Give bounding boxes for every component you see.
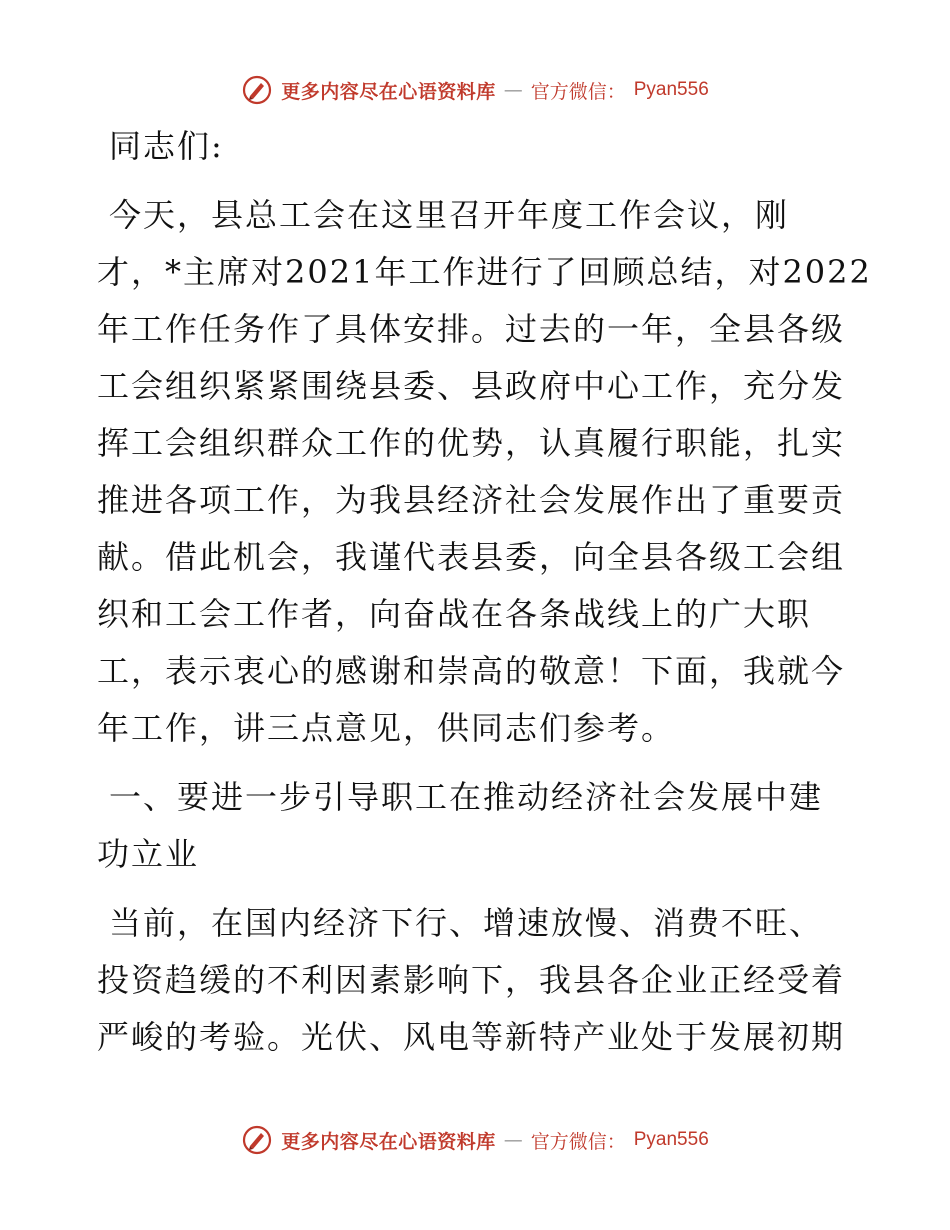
paragraph-line: 才，*主席对2021年工作进行了回顾总结，对2022 bbox=[97, 253, 872, 291]
paragraph-line: 年工作，讲三点意见，供同志们参考。 bbox=[97, 709, 676, 747]
paragraph-line: 年工作任务作了具体安排。过去的一年，全县各级 bbox=[97, 310, 846, 348]
paragraph-line: 献。借此机会，我谨代表县委，向全县各级工会组 bbox=[97, 538, 846, 576]
watermark-wechat-id: Pyan556 bbox=[633, 1129, 709, 1150]
watermark-main-text: 更多内容尽在心语资料库 bbox=[281, 80, 496, 103]
pen-logo-icon bbox=[241, 1124, 273, 1156]
paragraph-line: 投资趋缓的不利因素影响下，我县各企业正经受着 bbox=[97, 961, 846, 999]
watermark-sub-text: 官方微信： bbox=[530, 80, 626, 103]
watermark-header bbox=[0, 70, 950, 110]
salutation bbox=[97, 118, 857, 175]
paragraph-line: 严峻的考验。光伏、风电等新特产业处于发展初期 bbox=[97, 1018, 846, 1056]
watermark-footer bbox=[0, 1120, 950, 1160]
paragraph-line: 织和工会工作者，向奋战在各条战线上的广大职 bbox=[97, 595, 812, 633]
paragraph-line: 当前，在国内经济下行、增速放慢、消费不旺、 bbox=[109, 904, 824, 942]
paragraph-line: 今天，县总工会在这里召开年度工作会议，刚 bbox=[109, 196, 790, 234]
watermark-wechat-id: Pyan556 bbox=[633, 79, 709, 100]
watermark-separator: — bbox=[503, 1129, 523, 1151]
heading-line: 功立业 bbox=[97, 835, 200, 873]
salutation-text: 同志们: bbox=[109, 127, 224, 165]
watermark-separator: — bbox=[503, 79, 523, 101]
paragraph-line: 工会组织紧紧围绕县委、县政府中心工作，充分发 bbox=[97, 367, 846, 405]
paragraph-1 bbox=[97, 187, 872, 757]
document-body bbox=[97, 118, 872, 1066]
watermark-main-text: 更多内容尽在心语资料库 bbox=[281, 1130, 496, 1153]
paragraph-line: 工，表示衷心的感谢和崇高的敬意！下面，我就今 bbox=[97, 652, 846, 690]
paragraph-line: 挥工会组织群众工作的优势，认真履行职能，扎实 bbox=[97, 424, 846, 462]
section-heading-1 bbox=[97, 769, 857, 883]
watermark-sub-text: 官方微信： bbox=[530, 1130, 626, 1153]
pen-logo-icon bbox=[241, 74, 273, 106]
paragraph-line: 推进各项工作，为我县经济社会发展作出了重要贡 bbox=[97, 481, 846, 519]
paragraph-2 bbox=[97, 895, 857, 1066]
heading-line: 一、要进一步引导职工在推动经济社会发展中建 bbox=[109, 778, 824, 816]
